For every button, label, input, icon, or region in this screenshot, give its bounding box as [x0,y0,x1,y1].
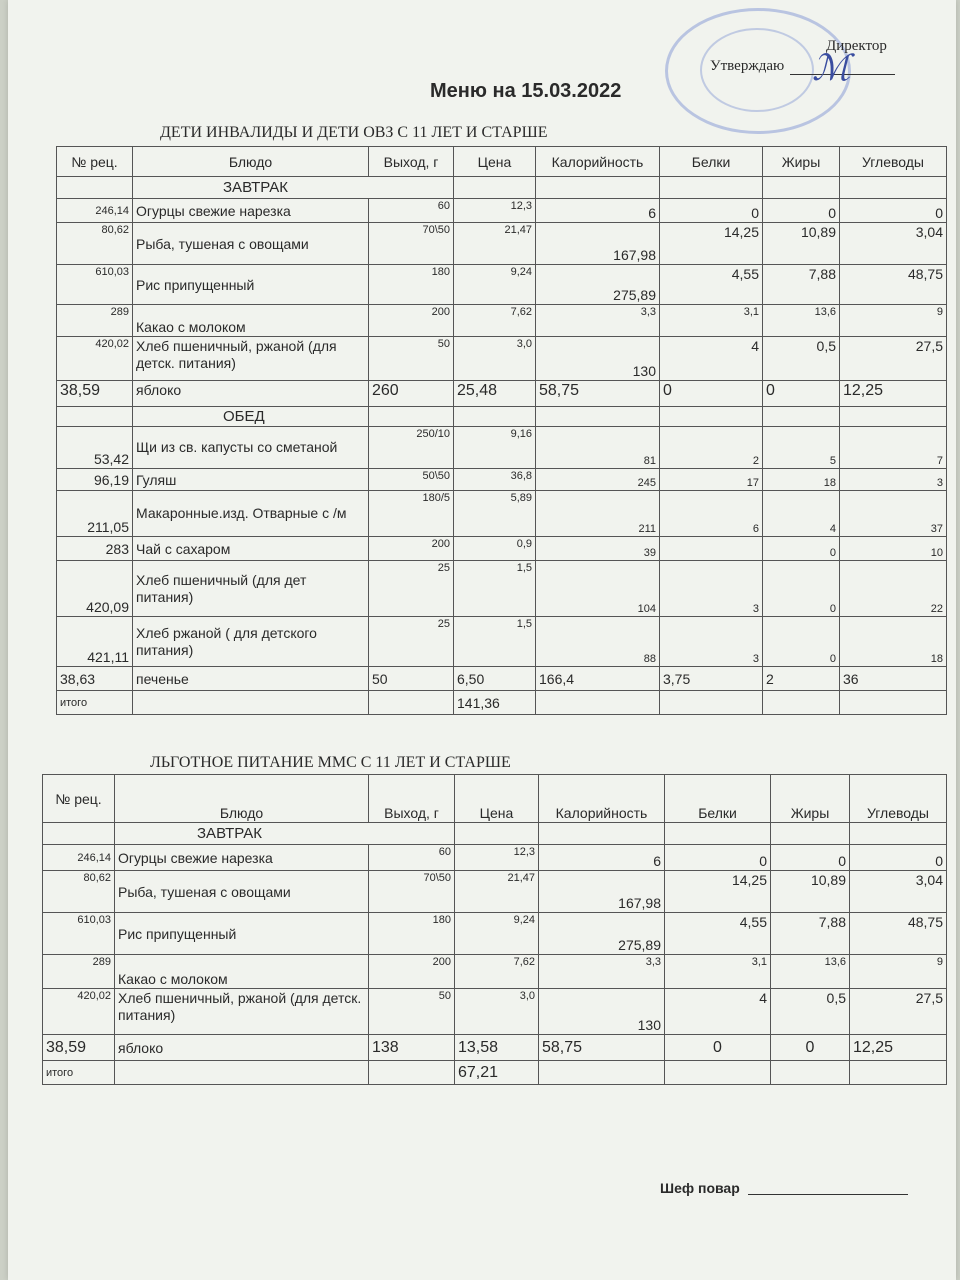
col-header: Белки [660,147,763,177]
menu-table [56,146,947,715]
col-header: Белки [665,775,771,823]
group-row [57,177,947,199]
col-header: Жиры [763,147,840,177]
col-header: Выход, г [369,775,455,823]
table-row: 421,11 Хлеб ржаной ( для детского питания) 25 1,5 88 3 0 18 [57,617,947,667]
col-header: Цена [455,775,539,823]
table-row: 38,63 печенье 50 6,50 166,4 3,75 2 36 [57,667,947,691]
col-header: Калорийность [539,775,665,823]
table-row: 610,03 Рис припущенный 180 9,24 275,89 4,55 7,88 48,75 [57,265,947,305]
director-signature: ℳ [812,48,851,89]
table-row: 246,14 Огурцы свежие нарезка 60 12,3 6 0 0 0 [57,199,947,223]
table-header-row [57,147,947,177]
total-row: итого 141,36 [57,691,947,715]
group-label-breakfast: ЗАВТРАК [115,823,455,845]
chef-signature-line [748,1194,908,1195]
col-header: Жиры [771,775,850,823]
col-header: Углеводы [850,775,947,823]
menu-table [42,774,947,1085]
page-title: Меню на 15.03.2022 [430,80,622,102]
approve-label: Утверждаю [710,58,785,74]
table-row: 38,59 яблоко 260 25,48 58,75 0 0 12,25 [57,381,947,407]
table-row: 53,42 Щи из св. капусты со сметаной 250/10 9,16 81 2 5 7 [57,427,947,469]
table-row: 420,02 Хлеб пшеничный, ржаной (для детск. питания) 50 3,0 130 4 0,5 27,5 [43,989,947,1035]
col-header: Выход, г [369,147,454,177]
table-row: 80,62 Рыба, тушеная с овощами 70\50 21,47 167,98 14,25 10,89 3,04 [43,871,947,913]
group-label-lunch: ОБЕД [133,407,369,427]
group-row [43,823,947,845]
col-header: Блюдо [133,147,369,177]
section-title: ДЕТИ ИНВАЛИДЫ И ДЕТИ ОВЗ С 11 ЛЕТ И СТАРШЕ [160,124,548,141]
total-value: 67,21 [455,1061,539,1085]
table-row: 289 Какао с молоком 200 7,62 3,3 3,1 13,6 9 [57,305,947,337]
chef-label: Шеф повар [660,1180,740,1196]
table-row: 610,03 Рис припущенный 180 9,24 275,89 4,55 7,88 48,75 [43,913,947,955]
col-header: № рец. [43,775,115,823]
table-row: 38,59 яблоко 138 13,58 58,75 0 0 12,25 [43,1035,947,1061]
table-row: 246,14 Огурцы свежие нарезка 60 12,3 6 0 0 0 [43,845,947,871]
table-row: 289 Какао с молоком 200 7,62 3,3 3,1 13,6 9 [43,955,947,989]
table-row: 211,05 Макаронные.изд. Отварные с /м 180/5 5,89 211 6 4 37 [57,491,947,537]
total-value: 141,36 [454,691,536,715]
table-row: 283 Чай с сахаром 200 0,9 39 0 10 [57,537,947,561]
table-row: 80,62 Рыба, тушеная с овощами 70\50 21,47 167,98 14,25 10,89 3,04 [57,223,947,265]
group-label-breakfast: ЗАВТРАК [133,177,454,199]
table-header-row [43,775,947,823]
table-row: 420,09 Хлеб пшеничный (для дет питания) 25 1,5 104 3 0 22 [57,561,947,617]
col-header: Блюдо [115,775,369,823]
director-label: Директор [826,38,887,54]
col-header: Цена [454,147,536,177]
total-row: итого 67,21 [43,1061,947,1085]
section-title: ЛЬГОТНОЕ ПИТАНИЕ ММС С 11 ЛЕТ И СТАРШЕ [150,754,511,771]
col-header: № рец. [57,147,133,177]
col-header: Углеводы [840,147,947,177]
col-header: Калорийность [536,147,660,177]
table-row: 96,19 Гуляш 50\50 36,8 245 17 18 3 [57,469,947,491]
group-row [57,407,947,427]
table-row: 420,02 Хлеб пшеничный, ржаной (для детск. питания) 50 3,0 130 4 0,5 27,5 [57,337,947,381]
